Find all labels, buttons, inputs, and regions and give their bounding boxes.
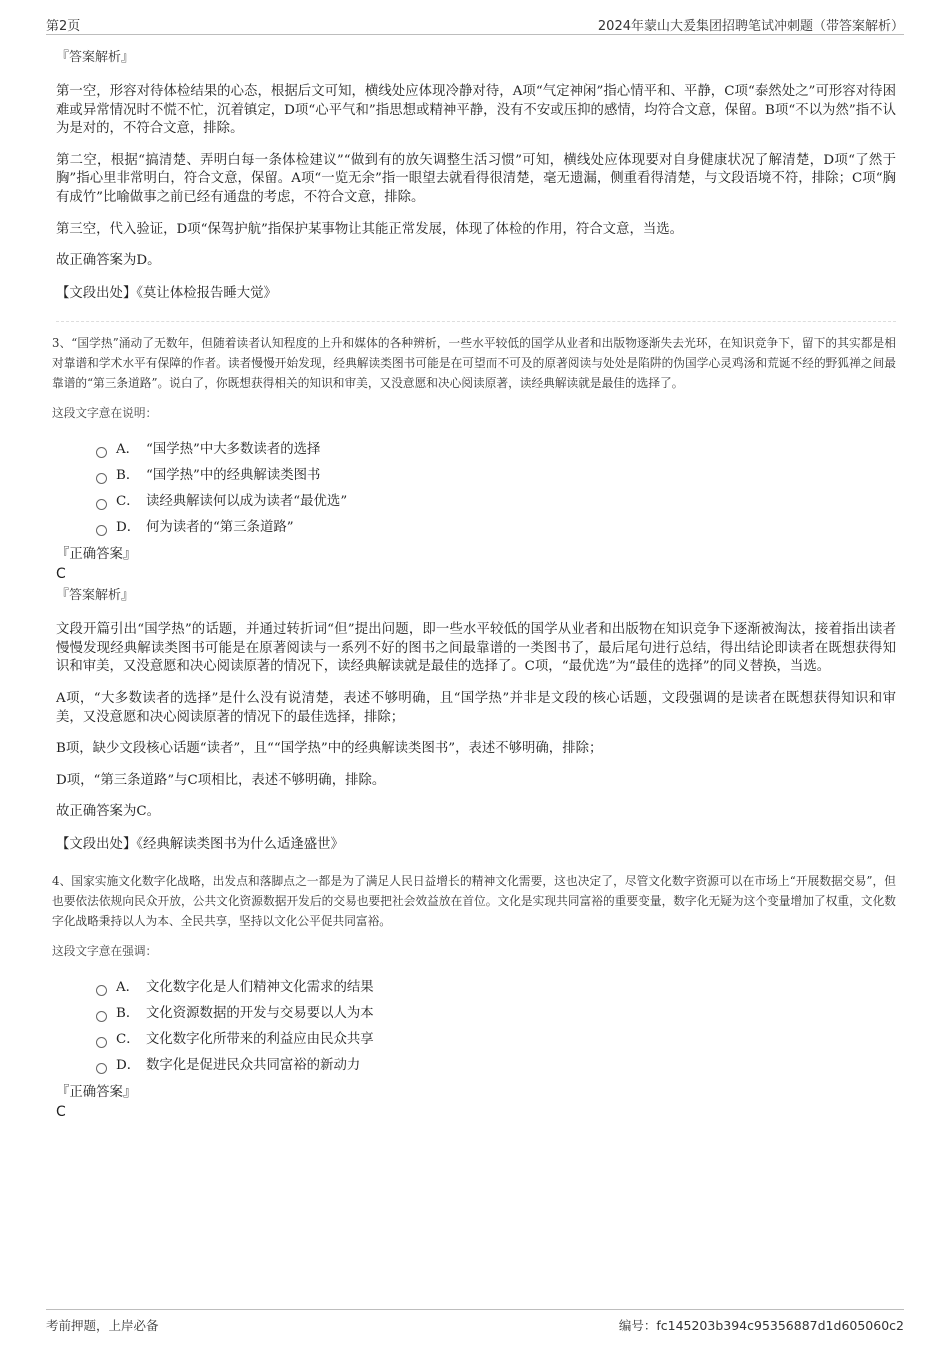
analysis-paragraph: 文段开篇引出“国学热”的话题，并通过转折词“但”提出问题，即一些水平较低的国学从业者和出版物在知识竞争下逐渐被淘汰，接着指出读者慢慢发现经典解读类图书可能是在原著阅读与一系列不好的图书之间最靠谱的一类图书了，最后尾句进行总结，得出结论即读者在既想获得知识和审美，又没意愿和决心阅读原著的情况下，读经典解读就是最佳的选择了。C项，“最优选”为“最佳的选择”的同义替换，当选。 <box>56 622 896 675</box>
option-d[interactable]: D． 数字化是促进民众共同富裕的新动力 <box>96 1053 896 1079</box>
radio-icon[interactable] <box>96 1037 107 1048</box>
page-header <box>46 12 904 35</box>
radio-icon[interactable] <box>96 473 107 484</box>
footer-slogan: 考前押题，上岸必备 <box>46 1318 159 1333</box>
option-b[interactable]: B． 文化资源数据的开发与交易要以人为本 <box>96 1001 896 1027</box>
page-footer <box>46 1309 904 1336</box>
radio-icon[interactable] <box>96 525 107 536</box>
analysis-paragraph: D项，“第三条道路”与C项相比，表述不够明确，排除。 <box>56 772 386 788</box>
radio-icon[interactable] <box>96 1011 107 1022</box>
page-number: 第2页 <box>46 19 81 34</box>
analysis-paragraph: 第一空，形容对待体检结果的心态，根据后文可知，横线处应体现冷静对待，A项“气定神闲”指心情平和、平静，C项“泰然处之”可形容对待困难或异常情况时不慌不忙，沉着镇定，D项“心平气和”指思想或精神平静，没有不安或压抑的感情，均符合文意，保留。B项“不以为然”指不认为是对的，不符合文意，排除。 <box>56 84 896 137</box>
final-answer: 故正确答案为C。 <box>56 804 160 820</box>
analysis-paragraph: 第二空，根据“搞清楚、弄明白每一条体检建议”“做到有的放矢调整生活习惯”可知，横线处应体现要对自身健康状况了解清楚，D项“了然于胸”指心里非常明白，符合文意，保留。A项“一览无余”指一眼望去就看得很清楚，毫无遗漏，侧重看得清楚，与文段语境不符，排除；C项“胸有成竹”比喻做事之前已经有通盘的考虑，不符合文意，排除。 <box>56 152 896 205</box>
option-a[interactable]: A． 文化数字化是人们精神文化需求的结果 <box>96 975 896 1001</box>
radio-icon[interactable] <box>96 985 107 996</box>
radio-icon[interactable] <box>96 1063 107 1074</box>
option-c[interactable]: C． 读经典解读何以成为读者“最优选” <box>96 489 896 515</box>
source-citation: 【文段出处】《经典解读类图书为什么适逢盛世》 <box>56 836 344 852</box>
question-3-text: 3、“国学热”涌动了无数年，但随着读者认知程度的上升和媒体的各种辨析，一些水平较低的国学从业者和出版物逐渐失去光环，在知识竞争下，留下的其实都是相对靠谱和学术水平有保障的作者。读者慢慢开始发现，经典解读类图书可能是在可望而不可及的原著阅读与处处是陷阱的伪国学心灵鸡汤和荒诞不经的野狐禅之间最靠谱的“第三条道路”。说白了，你既想获得相关的知识和审美，又没意愿和决心阅读原著，读经典解读就是最佳的选择了。 <box>52 336 896 390</box>
question-4-text: 4、国家实施文化数字化战略，出发点和落脚点之一都是为了满足人民日益增长的精神文化需要，这也决定了，尽管文化数字资源可以在市场上“开展数据交易”，但也要依法依规向民众开放，公共文化资源数据开发后的交易也要把社会效益放在首位。文化是实现共同富裕的重要变量，数字化无疑为这个变量增加了权重，文化数字化战略秉持以人为本、全民共享，坚持以文化公平促共同富裕。 <box>52 874 896 928</box>
analysis-paragraph: B项，缺少文段核心话题“读者”，且““国学热”中的经典解读类图书”，表述不够明确，排除； <box>56 741 603 757</box>
option-b[interactable]: B． “国学热”中的经典解读类图书 <box>96 463 896 489</box>
document-id: 编号：fc145203b394c95356887d1d605060c2 <box>618 1318 904 1333</box>
source-citation: 【文段出处】《莫让体检报告睡大觉》 <box>56 285 277 301</box>
document-title: 2024年蒙山大爰集团招聘笔试冲刺题（带答案解析） <box>597 19 904 34</box>
correct-answer-tag: 『正确答案』 <box>56 547 137 563</box>
question-3-prompt: 这段文字意在说明： <box>52 406 158 421</box>
correct-answer-tag: 『正确答案』 <box>56 1085 137 1101</box>
option-a[interactable]: A． “国学热”中大多数读者的选择 <box>96 437 896 463</box>
correct-answer: C <box>56 1104 66 1121</box>
final-answer: 故正确答案为D。 <box>56 253 161 269</box>
option-d[interactable]: D． 何为读者的“第三条道路” <box>96 515 896 541</box>
analysis-tag: 『答案解析』 <box>56 588 135 604</box>
page-content <box>52 40 896 1124</box>
analysis-paragraph: A项，“大多数读者的选择”是什么没有说清楚，表述不够明确，且“国学热”并非是文段的核心话题，文段强调的是读者在既想获得知识和审美，又没意愿和决心阅读原著的情况下的最佳选择，排除； <box>56 690 896 725</box>
question-4-prompt: 这段文字意在强调： <box>52 944 158 959</box>
divider <box>56 321 896 322</box>
option-c[interactable]: C． 文化数字化所带来的利益应由民众共享 <box>96 1027 896 1053</box>
correct-answer: C <box>56 566 66 583</box>
analysis-paragraph: 第三空，代入验证，D项“保驾护航”指保护某事物让其能正常发展，体现了体检的作用，符合文意，当选。 <box>56 221 684 237</box>
analysis-tag: 『答案解析』 <box>56 50 135 65</box>
question-3-options <box>96 437 896 541</box>
question-4-options <box>96 975 896 1079</box>
radio-icon[interactable] <box>96 447 107 458</box>
radio-icon[interactable] <box>96 499 107 510</box>
